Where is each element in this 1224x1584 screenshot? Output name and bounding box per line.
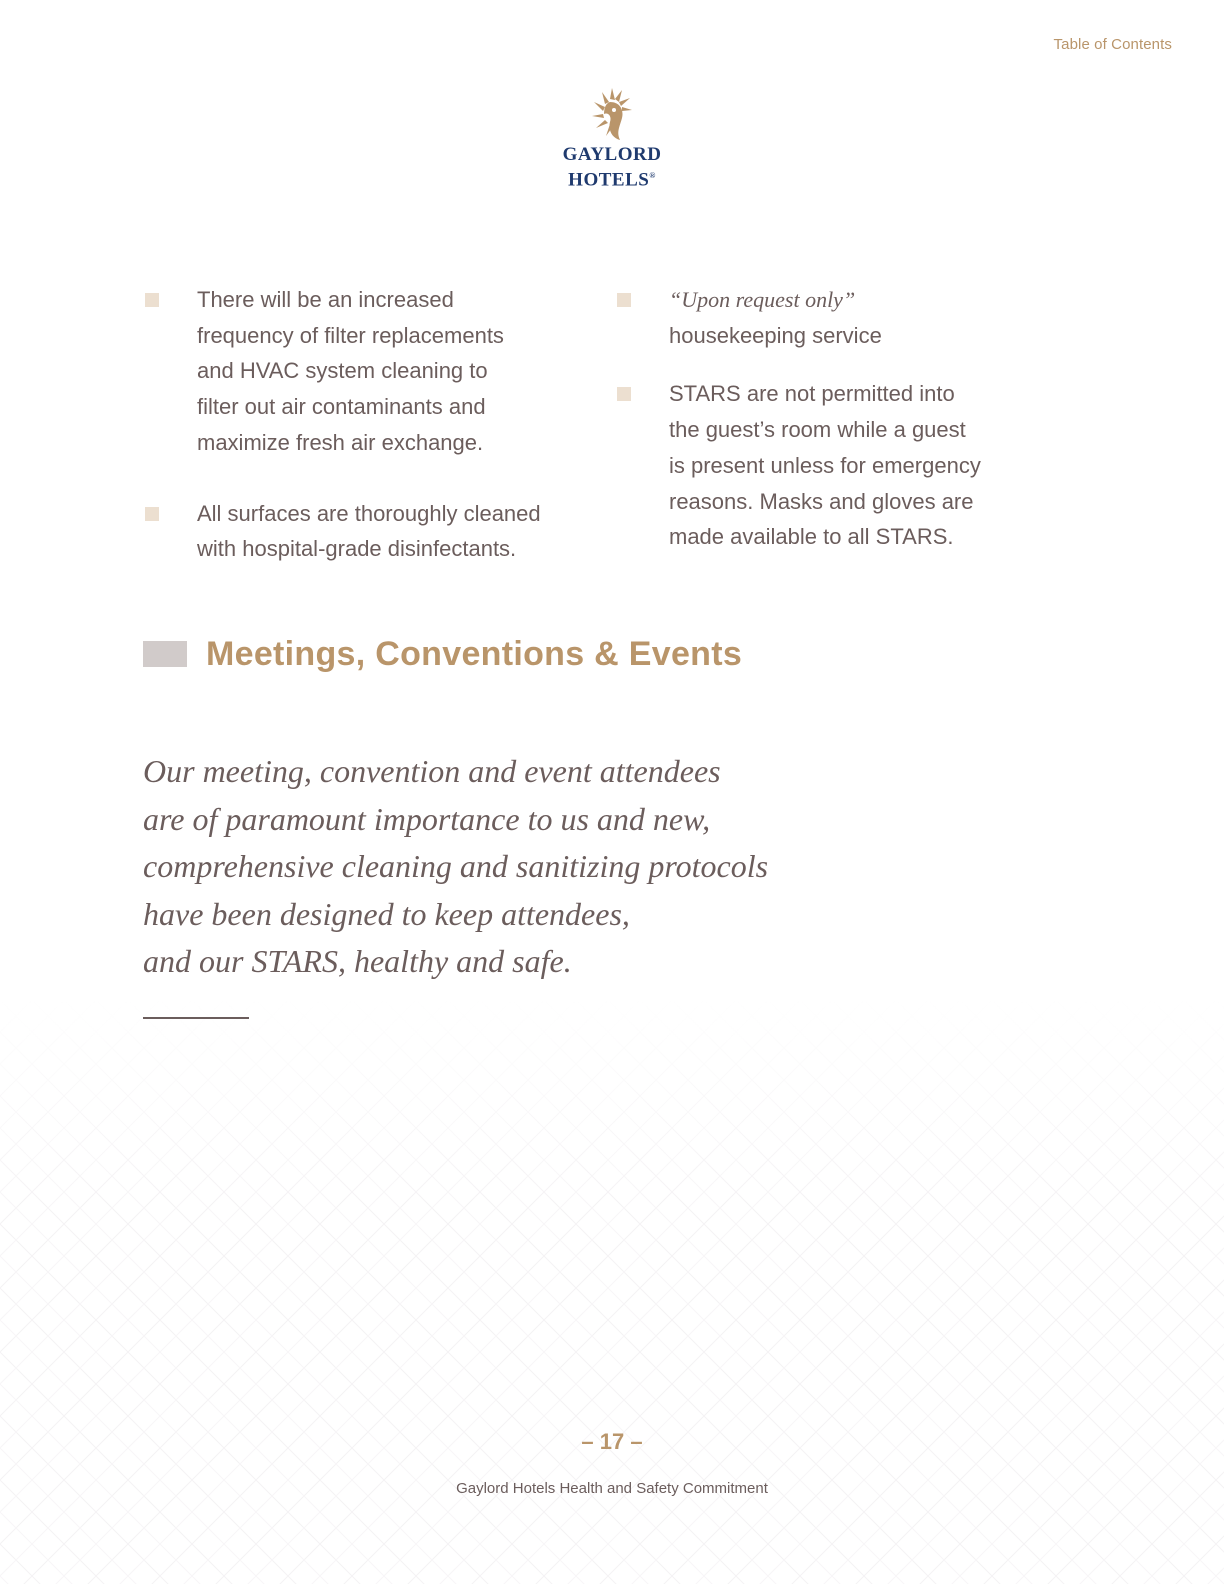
intro-line: Our meeting, convention and event attendees [143, 753, 721, 789]
intro-line: comprehensive cleaning and sanitizing protocols [143, 848, 769, 884]
bullet-square-icon [145, 507, 159, 521]
bullet-housekeeping [617, 282, 1037, 353]
bullet-line: There will be an increased [197, 287, 454, 312]
bullet-line: and HVAC system cleaning to [197, 358, 488, 384]
footer-title: Gaylord Hotels Health and Safety Commitment [456, 1480, 768, 1497]
bullet-square-icon [617, 387, 631, 401]
bullet-line: housekeeping service [669, 322, 882, 348]
left-bullet-column [145, 282, 585, 567]
bullet-line: is present unless for emergency [669, 452, 981, 478]
bullet-line: maximize fresh air exchange. [197, 429, 484, 455]
intro-line: have been designed to keep attendees, [143, 895, 630, 932]
bullet-line: the guest’s room while a guest [669, 417, 966, 443]
sun-face-icon [590, 86, 634, 144]
intro-line: are of paramount importance to us and new, [143, 800, 711, 837]
bullet-stars-not-permitted [617, 376, 1037, 555]
bullet-surfaces-cleaned [145, 496, 585, 567]
bullet-filter-replacements [145, 282, 585, 461]
bullet-italic-line: “Upon request only” [669, 287, 856, 312]
bullet-square-icon [145, 293, 159, 307]
bullet-line: reasons. Masks and gloves are [669, 488, 974, 514]
gaylord-hotels-logo [548, 86, 676, 196]
section-heading [143, 634, 742, 674]
logo-text-line2: HOTELS® [568, 169, 656, 191]
bullet-line: STARS are not permitted into [669, 381, 955, 407]
bullet-line: made available to all STARS. [669, 524, 954, 550]
right-bullet-column [617, 282, 1037, 555]
bullet-line: All surfaces are thoroughly cleaned [197, 500, 541, 526]
divider-rule [143, 1017, 249, 1019]
registered-mark: ® [649, 171, 656, 180]
bullet-square-icon [617, 293, 631, 307]
table-of-contents-link[interactable]: Table of Contents [1053, 36, 1172, 53]
section-heading-bar [143, 641, 187, 667]
bullet-line: filter out air contaminants and [197, 394, 486, 420]
logo-text-line1: GAYLORD [562, 144, 662, 165]
intro-line: and our STARS, healthy and safe. [143, 943, 572, 979]
bullet-line: frequency of filter replacements [197, 322, 504, 348]
section-title: Meetings, Conventions & Events [206, 634, 743, 673]
bullet-line: with hospital-grade disinfectants. [197, 536, 517, 562]
intro-quote [143, 748, 923, 986]
page-number: – 17 – [581, 1429, 643, 1454]
